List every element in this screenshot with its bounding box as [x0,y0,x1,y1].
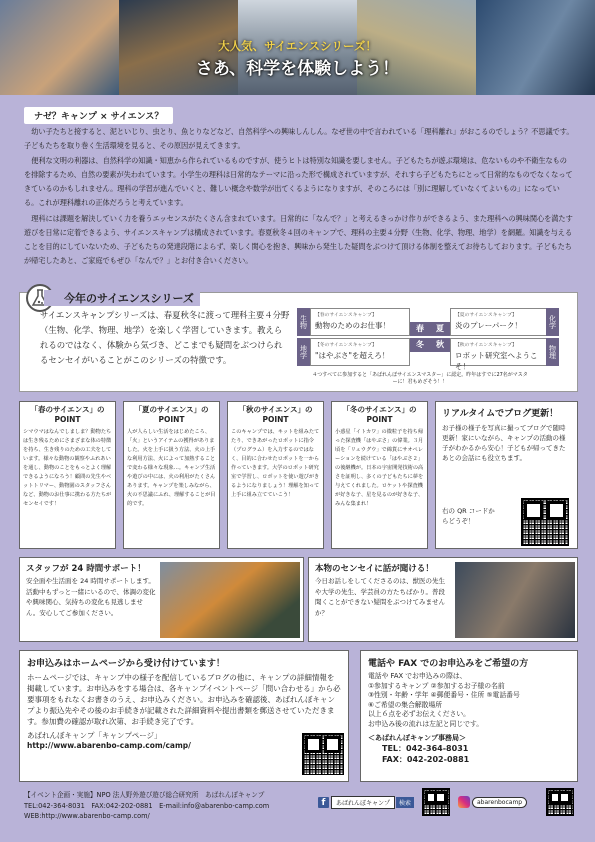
hero-title: さあ、科学を体験しよう！ [195,59,400,79]
footer-contact: TEL:042-364-8031 FAX:042-202-0881 E-mail:info@abarenbo-camp.com [24,801,270,810]
apply-web-body: ホームページでは、キャンプ中の様子を配信しているブログの他に、キャンプの詳細情報を掲載しています。お申込みをする場合は、各キャンプイベントページ「問い合わせる」から必要事項をもれなくお書きのうえ、お申込みください。お申込みを確認後、あばれんぼキャンプより振込先やその後のお手続きが記載された詳細資料や提出書類を郵送させていただきます。参加費の確認が取れ次第、お手続き完了です。 [27,673,341,726]
side-label-phys: 物理 [546,338,559,366]
staff-box [19,557,304,642]
facebook-name: あばれんぼキャンプ [331,796,395,809]
blog-body: お子様の様子を写真に撮ってブログで随時更新！家にいながら、キャンプの活動の様子がわかるから安心！子どもが帰ってきたあとの会話にも役立ちます。 [442,424,566,462]
apply-web-url[interactable]: http://www.abarenbo-camp.com/camp/ [27,741,191,750]
facebook-search[interactable] [318,796,414,809]
facebook-icon: f [318,797,329,808]
blog-box [435,401,578,549]
point-title: 「冬のサイエンス」のPOINT [342,405,417,424]
blog-qr-text: 右の QR コードからどうぞ！ [442,507,495,525]
point-title: 「秋のサイエンス」のPOINT [238,405,313,424]
blog-qr-code[interactable] [521,498,569,546]
apply-web-box [19,650,349,782]
series-title: 今年のサイエンスシリーズ [44,290,200,306]
apply-web-title: お申込みはホームページから受け付けています！ [27,659,225,669]
intro-paragraph: 理科には課題を解決していく力を養うエッセンスがたくさん含まれています。日常的に「なんで？」と考えるきっかけ作りができるよう、また理科への興味関心を満たす遊びを日常に定着できるよう、サイエンスキャンプは構成されています。春夏秋冬４回のキャンプで、理科の主要４分野（生物、化学、物理、地学）を網羅。知識を与えることを目的にしていないため、子どもたちの発達段階によらず、楽しく関心を抱き、興味から発生した疑問をぶつけて頂ける体制を整えてお待ちしております。子どもたちが帰宅したあと、ご家庭でもぜひ「なんで？」とお付き合いください。 [24,213,573,265]
facebook-qr-code[interactable] [422,788,450,816]
master-note: ４つすべてに参加すると「あばれんぼサイエンスマスター」に認定。昨年はすでに27名がマスターに！君もめざそう！！ [312,372,528,385]
teacher-body: 今日お話しをしてくださるのは、獣医の先生や大学の先生、学芸員の方たちばかり。普段聞くことができない疑問をぶつけてみませんか？ [315,577,445,617]
instagram-icon [458,796,470,808]
series-description: サイエンスキャンプシリーズは、春夏秋冬に渡って理科主要４分野（生物、化学、物理、地学）を楽しく学習していきます。教えられるのではなく、体験から気づき、どこまでも疑問をぶつけられるセンセイがいることがこのシリーズの特徴です。 [40,310,290,365]
staff-title: スタッフが 24 時間サポート！ [26,564,146,574]
apply-tel-box [360,650,578,782]
point-box-summer [123,401,220,549]
intro-paragraph: 幼い子たちと接すると、泥といじり、虫とり、魚とりなどなど、自然科学への興味しんしん。なぜ世の中で言われている「理科離れ」がおこるのでしょう？不思議です。子どもたちを取り巻く生活環境を見ると、その原因が見えてきます。 [24,127,574,151]
intro-paragraph: 便利な文明の利器は、自然科学の知識・知恵から作られているものですが、使うヒトは特別な知識を要しません。子どもたちが遊ぶ環境は、危ないものや不衛生なものを排除するため、自然の要素が失われています。小学生の理科は日常的なテーマに沿った形で構成されていますが、それすら子どもたちにとって日常的なものでなくなってきているのかもしれません。理科の学習が進んでいくと、難しい概念や数学が出てくるようになりますが、そのころには「別に理解していなくてよいもの」になっている。これが理科離れの正体だろうと考えています。 [24,156,573,208]
summer-camp-cell: 【夏のサイエンスキャンプ】 炎のプレーパーク！ [450,308,550,336]
apply-tel-instructions: 電話や FAX でお申込みの際は、 ①参加するキャンプ ②参加するお子様の名前 ③性別・年齢・学年 ④郵便番号・住所 ⑤電話番号 ⑥ご希望の集合解散場所 以上６点を必ずお伝えください。 お申込み後の流れは左記と同じです。 [368,672,520,728]
intro-heading: ナゼ？キャンプ × サイエンス？ [24,107,173,124]
point-box-spring [19,401,116,549]
photo-staff [160,562,300,638]
instagram-qr-code[interactable] [546,788,574,816]
footer-organizer: 【イベント企画・実施】NPO 法人野外遊び遊び総合研究所 あばれんぼキャンプ [24,791,265,799]
teacher-box [308,557,578,642]
point-box-autumn [227,401,324,549]
instagram-name: abarenbocamp [472,797,527,808]
side-label-geo: 地学 [297,338,310,366]
office-label: ＜あばれんぼキャンプ事務局＞ [368,733,466,742]
season-winter: 冬 [410,338,430,352]
fax-number: FAX：042-202-0881 [382,754,470,764]
intro-section [24,104,574,268]
staff-body: 安全面や生活面を 24 時間サポートします。活動中もずっと一緒にいるので、体調の変化や興味関心、気持ちの変化も見逃しません。安心してご参加ください。 [26,577,156,617]
photo-teacher [455,562,575,638]
point-box-winter [331,401,428,549]
point-title: 「春のサイエンス」のPOINT [30,405,105,424]
footer-web[interactable]: WEB:http://www.abarenbo-camp.com/ [24,812,150,820]
point-title: 「夏のサイエンス」のPOINT [134,405,209,424]
point-body: 小惑星「イトカワ」の微粒子を持ち帰った探査機「はやぶさ」の偉業。３月頃を「リュウグウ」で綿貨にサオペレーションを続けている「はやぶさ２」の後継機が。日本の宇宙開発技術の高さを証明し、多くの子どもたちに夢を与えてくれました。ロケットや探査機が好きな子、星を見るのが好きな子、みんな集まれ！ [335,429,424,507]
season-spring: 春 [410,322,430,336]
side-label-chem: 化学 [546,308,559,336]
season-autumn: 秋 [430,338,450,352]
teacher-title: 本物のセンセイに話が聞ける！ [315,564,434,574]
autumn-camp-cell: 【秋のサイエンスキャンプ】 ロボット研究室へようこそ！ [450,338,550,366]
winter-camp-cell: 【冬のサイエンスキャンプ】 "はやぶさ"を超えろ！ [310,338,410,366]
point-body: シマウマはなんでしましま？動物たちは生き残るためにさまざまな体の特徴を持ち、生き残りのための工夫をしています。様々な動物の観察やふれあいを通し、動物のことをもっとよく理解できるようになろう！顧問の先生やベットトリマー、動物園のスタッフさんなど、動物のお仕事に携わる方たちがセンセイです！ [23,429,112,507]
point-body: このキャンプでは、キットを組みたてたり、できあがったロボットに指令（プログラム）を入力するのではなく、目的に合わせたロボットを一から作っていきます。大学のロボット研究室で学習し、ロボットを使い遊びがきるようになりましょう！理解を知って上手に組み立てていこう！ [231,429,320,498]
season-summer: 夏 [430,322,450,336]
point-body: 人が人らしい生活をはじめたころ、「火」というアイテムの獲得がありました。火を上手に扱う方法、火の上手な利用方法、火によって加熱することで変わる様々な現象…。キャンプ生活や遊びの中には、火の利用がたくさんあります。キャンプを楽しみながら、火の不思議にふれ、理解することが目的です。 [127,429,216,507]
footer [24,790,269,822]
apply-qr-code[interactable] [302,733,344,775]
side-label-bio: 生物 [297,308,310,336]
spring-camp-cell: 【春のサイエンスキャンプ】 動物のためのお仕事！ [310,308,410,336]
facebook-search-button[interactable]: 検索 [396,797,414,808]
blog-title: リアルタイムでブログ更新！ [442,409,559,419]
instagram-link[interactable] [458,796,527,808]
tel-number[interactable]: TEL：042-364-8031 [382,743,469,753]
apply-web-label: あばれんぼキャンプ「キャンプページ」 [27,731,162,740]
apply-tel-title: 電話や FAX でのお申込みをご希望の方 [368,659,529,669]
hero-subtitle: 大人気、サイエンスシリーズ！ [218,39,377,53]
